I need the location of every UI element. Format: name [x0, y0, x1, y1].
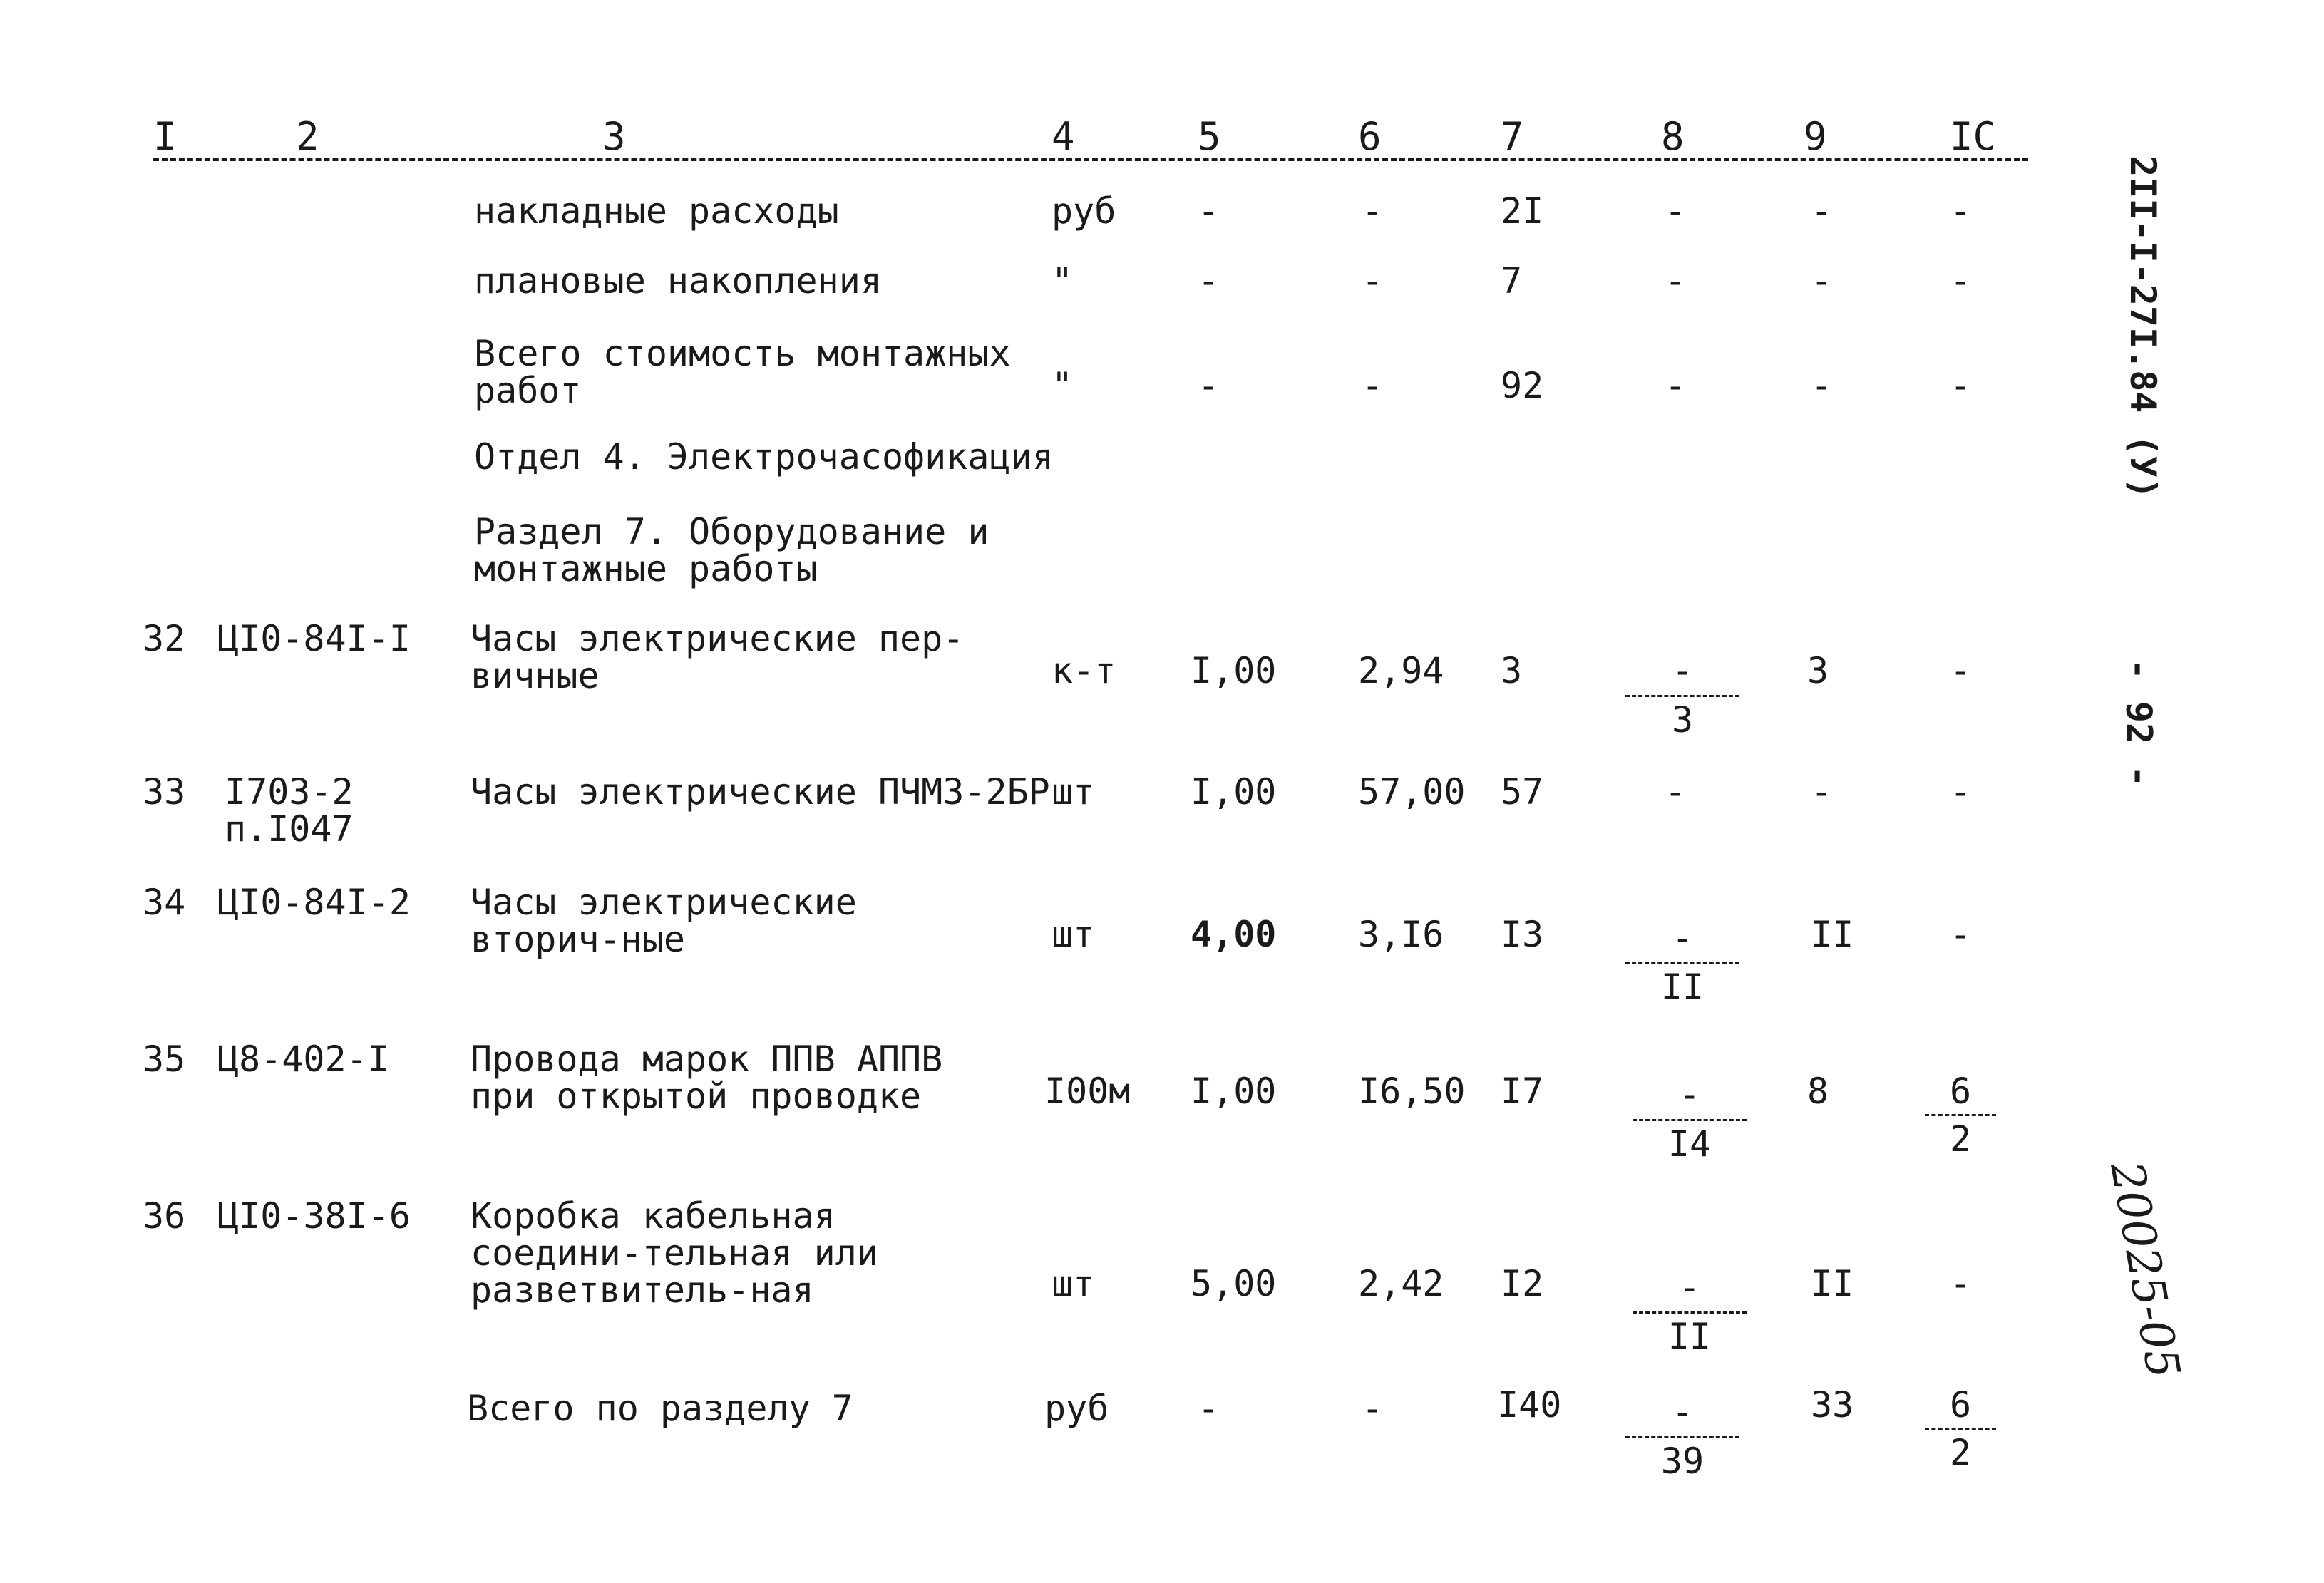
fraction-denominator: 2	[1949, 1118, 1972, 1160]
cell-col5: -	[1198, 365, 1220, 406]
cell-col8-fraction	[1625, 650, 1739, 741]
row-number: 34	[143, 882, 186, 923]
section-title: Раздел 7. Оборудование и монтажные работы	[474, 511, 989, 589]
cell-col6: 2,42	[1358, 1263, 1444, 1304]
item-name: накладные расходы	[474, 190, 839, 232]
item-name: Часы электрические вторич-ные	[471, 882, 857, 960]
item-name: Коробка кабельная соедини-тельная или разветвитель-ная	[471, 1195, 878, 1311]
cell-col8: -	[1665, 190, 1687, 232]
item-name: плановые накопления	[474, 260, 882, 301]
column-header-2: 2	[296, 114, 319, 159]
row-number: 33	[143, 771, 186, 813]
cell-col9: -	[1811, 260, 1833, 301]
fraction-denominator: 2	[1949, 1432, 1972, 1473]
price-code: ЦI0-84I-I	[217, 618, 411, 659]
cell-col7: 7	[1501, 260, 1523, 301]
cell-col6: -	[1362, 260, 1384, 301]
cell-col6: I6,50	[1358, 1071, 1466, 1112]
fraction-denominator: 39	[1660, 1440, 1705, 1482]
cell-col9: -	[1811, 365, 1833, 406]
fraction-denominator: 3	[1671, 699, 1694, 741]
document-code: 2II-I-27I.84 (У)	[2122, 155, 2164, 499]
cell-col9: 33	[1811, 1384, 1854, 1425]
header-divider	[153, 158, 2028, 161]
cell-col5: -	[1198, 190, 1220, 232]
cell-col10: -	[1950, 260, 1972, 301]
cell-col8-fraction	[1633, 1074, 1747, 1165]
cell-col7: 92	[1501, 365, 1544, 406]
price-code: ЦI0-84I-2	[217, 882, 411, 923]
item-unit: к-т	[1052, 650, 1116, 691]
row-number: 35	[143, 1038, 186, 1080]
cell-col5: -	[1198, 260, 1220, 301]
price-code: I703-2 п.I047	[225, 771, 354, 850]
handwritten-inventory-number: 20025-05	[2099, 1157, 2190, 1383]
fraction-numerator: -	[1625, 1393, 1739, 1438]
fraction-numerator: 6	[1925, 1073, 1996, 1116]
column-header-5: 5	[1198, 114, 1221, 159]
department-title: Отдел 4. Электрочасофикация	[474, 436, 1054, 478]
cell-col6: 3,I6	[1358, 914, 1444, 955]
cell-col10: -	[1950, 1263, 1972, 1304]
column-header-7: 7	[1501, 114, 1524, 159]
column-header-8: 8	[1661, 114, 1685, 159]
cell-col7: I7	[1501, 1071, 1544, 1112]
column-header-3: 3	[602, 114, 626, 159]
cell-col10: -	[1950, 365, 1972, 406]
item-name: Всего стоимость монтажных работ	[474, 333, 1011, 411]
page-number: - 92 -	[2118, 658, 2160, 788]
fraction-denominator: II	[1660, 966, 1705, 1008]
cell-col9: II	[1811, 1263, 1854, 1304]
cell-col5: 5,00	[1191, 1263, 1277, 1304]
cell-col8-fraction	[1633, 1269, 1747, 1355]
cell-col10-fraction	[1925, 1071, 1996, 1160]
cell-col10: -	[1950, 650, 1972, 691]
item-unit: шт	[1052, 914, 1095, 955]
item-name: Провода марок ППВ АППВ при открытой проводке	[471, 1038, 943, 1117]
fraction-denominator: I4	[1667, 1123, 1712, 1165]
price-code: ЦI0-38I-6	[217, 1195, 411, 1237]
fraction-numerator: 6	[1925, 1386, 1996, 1430]
cell-col6: -	[1362, 365, 1384, 406]
cell-col10: -	[1950, 771, 1972, 813]
item-name: Всего по разделу 7	[467, 1388, 853, 1429]
cell-col8: -	[1665, 365, 1687, 406]
price-code: Ц8-402-I	[217, 1038, 389, 1080]
cell-col6: -	[1362, 190, 1384, 232]
cell-col7: 57	[1501, 771, 1544, 813]
cell-col9: II	[1811, 914, 1854, 955]
item-name: Часы электрические ПЧМЗ-2БР	[471, 771, 1050, 813]
cell-col5: I,00	[1191, 1071, 1277, 1112]
column-header-4: 4	[1052, 114, 1075, 159]
item-name: Часы электрические пер-вичные	[471, 618, 965, 696]
fraction-numerator: -	[1625, 919, 1739, 964]
item-unit: "	[1052, 260, 1074, 301]
item-unit: шт	[1052, 771, 1095, 813]
cell-col8-fraction	[1625, 919, 1739, 1006]
cell-col5: -	[1198, 1388, 1220, 1429]
cell-col6: 2,94	[1358, 650, 1444, 691]
cell-col6: 57,00	[1358, 771, 1466, 813]
fraction-numerator: -	[1625, 652, 1739, 697]
item-unit: "	[1052, 365, 1074, 406]
column-header-6: 6	[1358, 114, 1382, 159]
cell-col7: 3	[1501, 650, 1523, 691]
cell-col7: 2I	[1501, 190, 1544, 232]
row-number: 32	[143, 618, 186, 659]
cell-col7: I40	[1497, 1384, 1562, 1425]
item-unit: руб	[1044, 1388, 1109, 1429]
cell-col7: I3	[1501, 914, 1544, 955]
cell-col8-fraction	[1625, 1393, 1739, 1480]
item-unit: I00м	[1044, 1071, 1131, 1112]
cell-col10-fraction	[1925, 1386, 1996, 1471]
cell-col8: -	[1665, 771, 1687, 813]
cell-col10: -	[1950, 914, 1972, 955]
column-header-1: I	[153, 114, 177, 159]
fraction-denominator: II	[1667, 1316, 1712, 1357]
cell-col10: -	[1950, 190, 1972, 232]
cell-col9: -	[1811, 771, 1833, 813]
fraction-numerator: -	[1633, 1269, 1747, 1314]
row-number: 36	[143, 1195, 186, 1237]
cell-col9: 3	[1807, 650, 1829, 691]
item-unit: руб	[1052, 190, 1116, 232]
column-header-9: 9	[1804, 114, 1827, 159]
fraction-numerator: -	[1633, 1076, 1747, 1121]
column-header-10: IC	[1950, 114, 1997, 159]
cell-col5: I,00	[1191, 771, 1277, 813]
cell-col8: -	[1665, 260, 1687, 301]
item-unit: шт	[1052, 1263, 1095, 1304]
cell-col5: 4,00	[1191, 914, 1277, 955]
cell-col9: -	[1811, 190, 1833, 232]
cell-col9: 8	[1807, 1071, 1829, 1112]
cell-col6: -	[1362, 1388, 1384, 1429]
cell-col5: I,00	[1191, 650, 1277, 691]
cell-col7: I2	[1501, 1263, 1544, 1304]
